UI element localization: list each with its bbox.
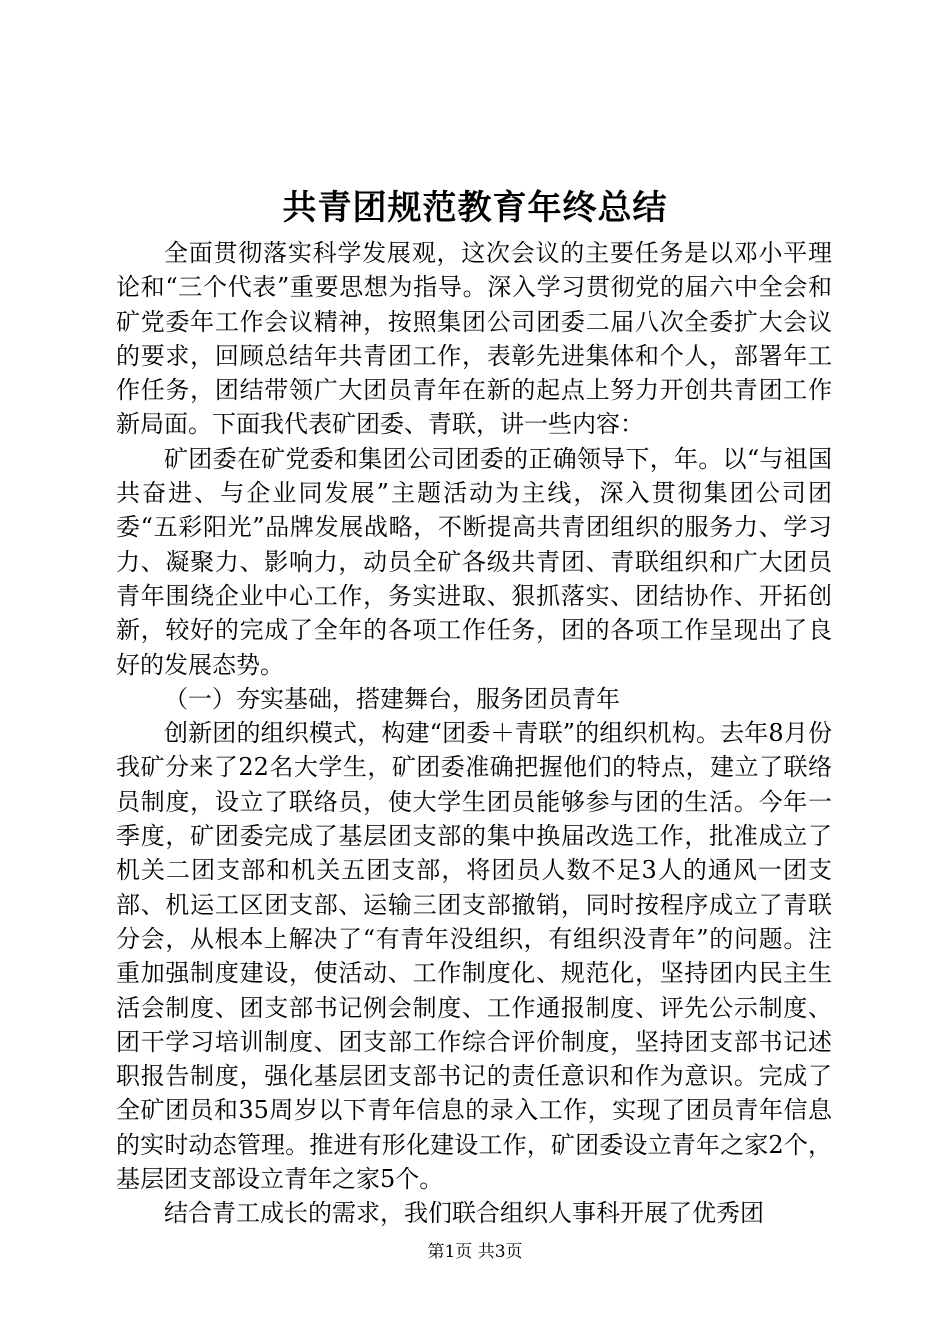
paragraph-leadership: 矿团委在矿党委和集团公司团委的正确领导下，年。以“与祖国共奋进、与企业同发展”主题活动为主线，深入贯彻集团公司团委“五彩阳光”品牌发展战略，不断提高共青团组织的服务力、学习力、凝聚力、影响力，动员全矿各级共青团、青联组织和广大团员青年围绕企业中心工作，务实进取、狠抓落实、团结协作、开拓创新，较好的完成了全年的各项工作任务，团的各项工作呈现出了良好的发展态势。 xyxy=(116,444,832,679)
document-title: 共青团规范教育年终总结 xyxy=(282,188,668,228)
paragraph-growth: 结合青工成长的需求，我们联合组织人事科开展了优秀团 xyxy=(164,1199,764,1228)
page-footer: 第1页 共3页 xyxy=(427,1242,523,1262)
paragraph-organization: 创新团的组织模式，构建“团委＋青联”的组织机构。去年8月份我矿分来了22名大学生，矿团委准确把握他们的特点，建立了联络员制度，设立了联络员，使大学生团员能够参与团的生活。今年一季度，矿团委完成了基层团支部的集中换届改选工作，批准成立了机关二团支部和机关五团支部，将团员人数不足3人的通风一团支部、机运工区团支部、运输三团支部撤销，同时按程序成立了青联分会，从根本上解决了“有青年没组织，有组织没青年”的问题。注重加强制度建设，使活动、工作制度化、规范化，坚持团内民主生活会制度、团支部书记例会制度、工作通报制度、评先公示制度、团干学习培训制度、团支部工作综合评价制度，坚持团支部书记述职报告制度，强化基层团支部书记的责任意识和作为意识。完成了全矿团员和35周岁以下青年信息的录入工作，实现了团员青年信息的实时动态管理。推进有形化建设工作，矿团委设立青年之家2个，基层团支部设立青年之家5个。 xyxy=(116,719,832,1194)
section-heading-1: （一）夯实基础，搭建舞台，服务团员青年 xyxy=(164,684,620,713)
document-body xyxy=(116,236,832,1231)
paragraph-intro: 全面贯彻落实科学发展观，这次会议的主要任务是以邓小平理论和“三个代表”重要思想为指导。深入学习贯彻党的届六中全会和矿党委年工作会议精神，按照集团公司团委二届八次全委扩大会议的要求，回顾总结年共青团工作，表彰先进集体和个人，部署年工作任务，团结带领广大团员青年在新的起点上努力开创共青团工作新局面。下面我代表矿团委、青联，讲一些内容： xyxy=(116,239,832,439)
